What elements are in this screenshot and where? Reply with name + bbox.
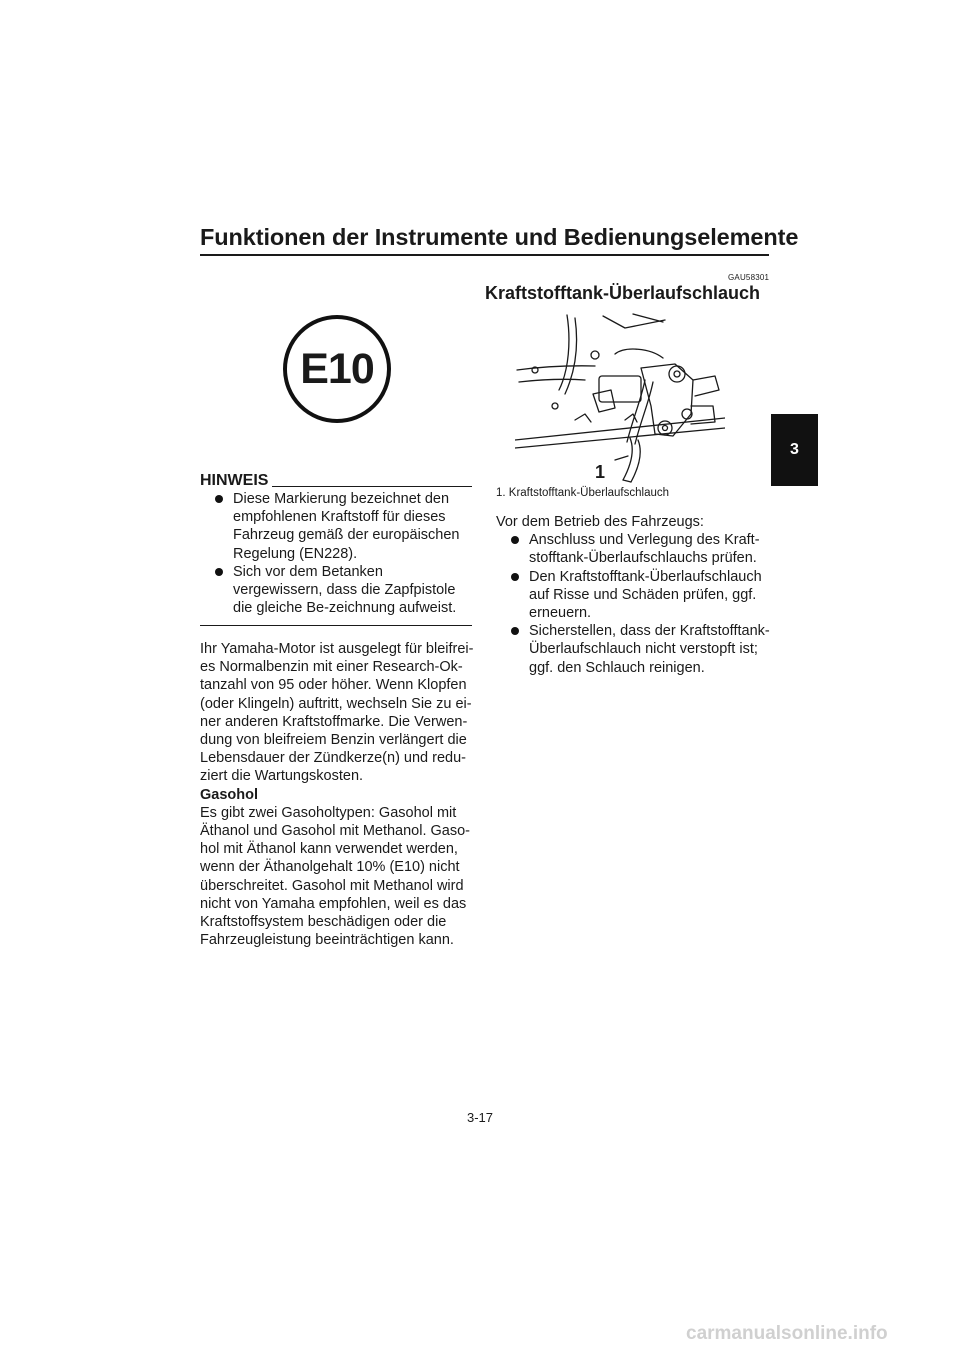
overflow-hose-illustration <box>515 310 725 485</box>
check-intro: Vor dem Betrieb des Fahrzeugs: <box>496 514 704 530</box>
fuel-body-text <box>200 640 480 949</box>
overflow-check-text <box>496 513 771 677</box>
hinweis-item: Diese Markierung bezeichnet den empfohlenen Kraftstoff für dieses Fahrzeug gemäß der europäischen Regelung (EN228). <box>200 490 472 563</box>
hinweis-list <box>200 490 472 617</box>
gasohol-subheading: Gasohol <box>200 786 259 803</box>
fuel-paragraph: Ihr Yamaha-Motor ist ausgelegt für bleifrei-es Normalbenzin mit einer Research-Ok-tanzahl von 95 oder höher. Wenn Klopfen (oder Klingeln) auftritt, wechseln Sie zu ei-ner anderen Kraftstoffmarke. Die Verwen-dung von bleifreiem Benzin verlängert die Lebensdauer der Zündkerze(n) und redu-ziert die Wartungskosten. <box>200 641 474 785</box>
page-title: Funktionen der Instrumente und Bedienungselemente <box>200 224 799 250</box>
check-list <box>496 531 771 677</box>
section-heading: Kraftstofftank-Überlaufschlauch <box>485 283 761 303</box>
e10-fuel-badge: E10 <box>283 315 391 423</box>
check-item: Sicherstellen, dass der Kraftstofftank-Überlaufschlauch nicht verstopft ist; ggf. den Schlauch reinigen. <box>496 622 771 677</box>
check-item: Anschluss und Verlegung des Kraft-stofftank-Überlaufschlauchs prüfen. <box>496 531 771 567</box>
gasohol-paragraph: Es gibt zwei Gasoholtypen: Gasohol mit Äthanol und Gasohol mit Methanol. Gaso-hol mit Äthanol kann verwendet werden, wenn der Äthanolgehalt 10% (E10) nicht überschreitet. Gasohol mit Methanol wird nicht von Yamaha empfohlen, weil es das Kraftstoffsystem beschädigen oder die Fahrzeugleistung beeinträchtigen kann. <box>200 804 471 949</box>
page-number: 3-17 <box>466 1110 494 1125</box>
check-item: Den Kraftstofftank-Überlaufschlauch auf Risse und Schäden prüfen, ggf. erneuern. <box>496 568 771 623</box>
hinweis-item: Sich vor dem Betanken vergewissern, dass die Zapfpistole die gleiche Be-zeichnung aufweist. <box>200 563 472 618</box>
hinweis-heading <box>200 472 472 490</box>
chapter-tab[interactable]: 3 <box>771 414 818 486</box>
hinweis-heading-label: HINWEIS <box>200 472 269 489</box>
hinweis-end-rule <box>200 625 472 626</box>
watermark: carmanualsonline.info <box>686 1323 888 1344</box>
section-code: GAU58301 <box>728 273 770 282</box>
title-rule <box>200 254 769 256</box>
hinweis-heading-rule <box>272 486 472 487</box>
figure-callout: 1 <box>595 462 606 482</box>
figure-caption: 1. Kraftstofftank-Überlaufschlauch <box>496 487 670 499</box>
